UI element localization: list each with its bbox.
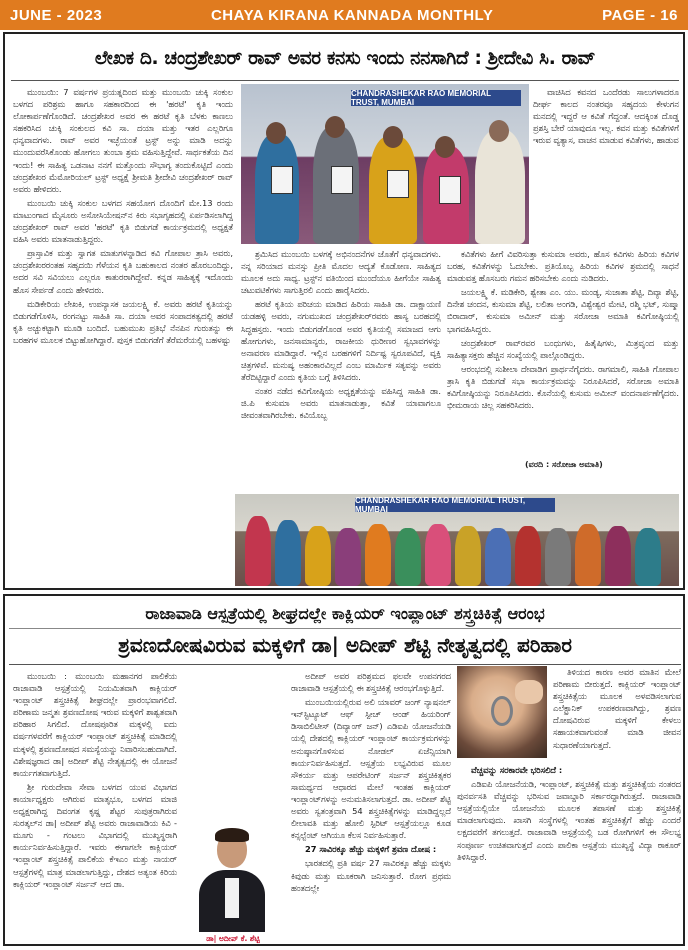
- person-figure: [425, 524, 451, 586]
- publication-title: CHAYA KIRANA KANNADA MONTHLY: [210, 6, 494, 24]
- doctor-photo: [179, 822, 285, 932]
- page-number: PAGE - 16: [602, 6, 678, 24]
- paragraph: ಮುಂಬಯಿ : ಮುಂಬಯಿ ಮಹಾನಗರ ಪಾಲಿಕೆಯ ರಾಜಾವಾಡಿ ಆಸ್ಪತ್ರೆಯಲ್ಲಿ ನಿಯಮಿತವಾಗಿ ಕಾಕ್ಲಿಯರ್ ಇಂಪ್ಲಾಂಟ್ ಶಸ್ತ್ರಚಿಕಿತ್ಸೆ ಶೀಘ್ರದಲ್ಲೇ ಪ್ರಾರಂಭವಾಗಲಿದೆ. ಪರಿಣಾಮ ಜನ್ಮತಃ ಶ್ರವಣದೋಷ ಇರುವ ಮಕ್ಕಳಿಗೆ ಶಾಶ್ವತವಾಗಿ ಪರಿಹಾರ ಸಿಗಲಿದೆ. ದೋಷಪೂರಿತ ಮಕ್ಕಳಲ್ಲಿ ಐದು ವರ್ಷಗಳವರೆಗೆ ಕಾಕ್ಲಿಯರ್ ಇಂಪ್ಲಾಂಟ್ ಶಸ್ತ್ರಚಿಕಿತ್ಸೆ ಮಾಡಿದಲ್ಲಿ ಮಕ್ಕಳಲ್ಲಿ ಶ್ರವಣದೋಷದ ಸಮಸ್ಯೆಯನ್ನು ನಿವಾರಿಸಬಹುದಾಗಿದೆ. ವಿಶೇಷಜ್ಞರಾದ ಡಾ| ಅದೀಪ್ ಶೆಟ್ಟಿ ನೇತೃತ್ವದಲ್ಲಿ ಈ ಯೋಜನೆ ಕಾರ್ಯಗತವಾಗುತ್ತಿದೆ.: [13, 671, 177, 778]
- person-figure: [365, 524, 391, 586]
- article-1-column-1: [13, 86, 233, 586]
- person-head: [266, 122, 286, 144]
- article-1-column-3-top: [533, 86, 679, 242]
- book-cover: [331, 166, 353, 194]
- paragraph: ಅದೀಪ್ ಅವರ ಪರಿಶ್ರಮದ ಫಲವೇ ಉಪನಗರದ ರಾಜಾವಾಡಿ ಆಸ್ಪತ್ರೆಯಲ್ಲಿ ಈ ಶಸ್ತ್ರಚಿಕಿತ್ಸೆ ಆರಂಭಗೊಳ್ಳುತ್ತಿದೆ.: [291, 671, 451, 694]
- person-figure: [455, 526, 481, 586]
- person-figure: [305, 526, 331, 586]
- paragraph: ಎಡಿಐಪಿ ಯೋಜನೆಯಡಿ, ಇಂಪ್ಲಾಂಟ್, ಶಸ್ತ್ರಚಿಕಿತ್ಸೆ ಮತ್ತು ಶಸ್ತ್ರಚಿಕಿತ್ಸೆಯ ನಂತರದ ಪುನರ್ವಸತಿ ವೆಚ್ಚವನ್ನು ಭರಿಸುವ ಜವಾಬ್ದಾರಿ ಸರ್ಕಾರದ್ದಾಗಿರುತ್ತದೆ. ರಾಜಾವಾಡಿ ಆಸ್ಪತ್ರೆಯಲ್ಲಿಯೇ ಯೋಜನೆಯ ಮೂಲಕ ತಪಾಸಣೆ ಮತ್ತು ಶಸ್ತ್ರಚಿಕಿತ್ಸೆ ಮಾಡಲಾಗುವುದು. ಖಾಸಗಿ ಸಂಸ್ಥೆಗಳಲ್ಲಿ ಇಂತಹ ಶಸ್ತ್ರಚಿಕಿತ್ಸೆಗೆ ಹೆಚ್ಚು ಎಂದರೆ ಲಕ್ಷದವರೆಗೆ ತಗಲುತ್ತದೆ. ರಾಜಾವಾಡಿ ಆಸ್ಪತ್ರೆಯಲ್ಲಿ ಬಡ ರೋಗಿಗಳಿಗೆ ಈ ಸೌಲಭ್ಯ ಸಂಪೂರ್ಣ ಉಚಿತವಾಗುತ್ತದೆ ಎಂದು ಪಾಲಿಕಾ ಆಸ್ಪತ್ರೆಯ ಮುಖ್ಯಸ್ಥೆ ವಿದ್ಯಾ ಠಾಕೂರ್ ತಿಳಿಸಿದ್ದಾರೆ.: [457, 779, 681, 862]
- article-2-column-1: [13, 670, 177, 942]
- person-figure: [635, 528, 661, 586]
- doctor-hair: [215, 828, 249, 842]
- person-figure: [545, 528, 571, 586]
- cochlear-implant-photo: [457, 666, 547, 758]
- paragraph: ಮಡಿಕೇರಿಯ ಲೇಖಕಿ, ಉಪನ್ಯಾಸಕ ಜಯಲಕ್ಷ್ಮಿ ಕೆ. ಅವರು ಹರಟೆ ಕೃತಿಯನ್ನು ಬಿಡುಗಡೆಗೊಳಿಸಿ, ರಂಗನಟ್ಟು ಸಾಹಿತಿ ಸಾ. ದಯಾ ಅವರ ಸಂಪಾದಕತ್ವದಲ್ಲಿ ಹರಟೆ ಕೃತಿ ಅಚ್ಚುಕಟ್ಟಾಗಿ ಮೂಡಿ ಬಂದಿದೆ. ಬಹುಮುಖ ಪ್ರತಿಭೆ ನೆನಪಿನ ಗುರುತನ್ನು ಈ ಬರಹಗಳ ಮೂಲಕ ಬಿಟ್ಟುಹೋಗಿದ್ದಾರೆ. ಪುಸ್ತಕ ಬಿಡುಗಡೆಗೆ ತೆರೆಮರೆಯಲ್ಲಿ ಬಹಳಷ್ಟು: [13, 298, 233, 345]
- article-2: [3, 594, 685, 946]
- person-figure: [575, 524, 601, 586]
- article-1: [3, 32, 685, 590]
- page-header: [0, 0, 688, 30]
- divider: [9, 664, 681, 665]
- article-1-headline: ಲೇಖಕ ದಿ. ಚಂದ್ರಶೇಖರ್ ರಾವ್ ಅವರ ಕನಸು ಇಂದು ನನಸಾಗಿದೆ : ಶ್ರೀದೇವಿ ಸಿ. ರಾವ್: [94, 47, 596, 69]
- book-release-photo: [241, 84, 529, 244]
- group-photo: [235, 494, 679, 586]
- person-head: [383, 126, 403, 148]
- paragraph: ಚಂದ್ರಶೇಖರ್ ರಾವ್‌ರವರ ಬಂಧುಗಳು, ಹಿತೈಷಿಗಳು, ಮಿತ್ರವೃಂದ ಮತ್ತು ಸಾಹಿತ್ಯಾಸಕ್ತರು ಹೆಚ್ಚಿನ ಸಂಖ್ಯೆಯಲ್ಲಿ ಪಾಲ್ಗೊಂಡಿದ್ದರು.: [447, 337, 679, 360]
- paragraph: ಜಯಲಕ್ಷ್ಮಿ ಕೆ. ಮಡಿಕೇರಿ, ಶ್ವೇತಾ ಎಂ. ಯು. ಮಂಡ್ಯ, ಸುಜಾತಾ ಶೆಟ್ಟಿ, ದಿವ್ಯಾ ಶೆಟ್ಟಿ, ದಿನೇಶ ಚಂದನ, ಕುಸುಮಾ ಶೆಟ್ಟಿ, ಲಲಿತಾ ಅಂಗಡಿ, ವಿಶ್ವೇಶ್ವರ ಮೇಟಿ, ರಶ್ಮಿ ಭಟ್, ಸುಷ್ಮಾ ಬಿರಾದಾರ್, ಕುಸುಮಾ ಅಮೀನ್ ಮತ್ತು ಸರೋಜಾ ಅಮಾತಿ ಕವಿಗೋಷ್ಠಿಯಲ್ಲಿ ಭಾಗವಹಿಸಿದ್ದರು.: [447, 287, 679, 334]
- ear-implant: [491, 696, 513, 726]
- paragraph: ಮುಂಬಯಿ: 7 ವರ್ಷಗಳ ಪ್ರಯತ್ನದಿಂದ ಮತ್ತು ಮುಂಬಯಿ ಚುಕ್ಕಿ ಸಂಕುಲ ಬಳಗದ ಪರಿಶ್ರಮ ಹಾಗೂ ಸಹಕಾರದಿಂದ ಈ 'ಹರಟೆ' ಕೃತಿ ಇಂದು ಲೋಕಾರ್ಪಣೆಗೊಂಡಿದೆ. ಚಂದ್ರಶೇಖರ ಅವರ ಈ ಹರಟೆ ಕೃತಿ ಬೆಳಕು ಕಾಣಲು ಸಹಕರಿಸಿದ ಚುಕ್ಕಿ ಸಂಕುಲದ ಕವಿ ಸಾ. ದಯಾ ಮತ್ತು ಇತರ ಎಲ್ಲರಿಗೂ ಧನ್ಯವಾದಗಳು. ರಾವ್ ಅವರ ಇಚ್ಛೆಯಂತೆ ಟ್ರಸ್ಟ್ ಅನ್ನು ಮಾಡಿ ಅದನ್ನು ಮುಂದುವರೆಸಿಕೊಂಡು ಹೋಗಲು ತುಂಬಾ ಶ್ರಮ ವಹಿಸುತ್ತಿದ್ದೇವೆ. ಸಾರ್ಥಕತೆಯ ದಿನ ಇಂದು! ಈ ಸಾಹಿತ್ಯ ಒಡನಾಟ ನನಗೆ ಮತ್ತೊಂದು ಸೌಭಾಗ್ಯ ತಂದುಕೊಟ್ಟಿದೆ ಎಂದು ಚಂದ್ರಶೇಖರ ಮೆಮೋರಿಯಲ್ ಟ್ರಸ್ಟ್ ಅಧ್ಯಕ್ಷೆ ಶ್ರೀಮತಿ ಶ್ರೀದೇವಿ ಚಂದ್ರಶೇಖರ್ ರಾವ್ ಅವರು ಹೇಳಿದರು.: [13, 87, 233, 194]
- report-credit: (ವರದಿ : ಸರೋಜಾ ಅಮಾತಿ): [525, 460, 603, 469]
- shirt: [225, 878, 239, 918]
- subheading: ವೆಚ್ಚವನ್ನು ಸರಕಾರವೇ ಭರಿಸಲಿದೆ :: [471, 765, 563, 775]
- paragraph: ವಾಚಿಸಿದ ಕವನದ ಒಂದೆರಡು ಸಾಲುಗಳಾದರೂ ದೀರ್ಘ ಕಾಲದ ನಂತರವೂ ಸಹೃದಯ ಕೇಳುಗನ ಮನದಲ್ಲಿ ಇದ್ದರೆ ಆ ಕವಿತೆ ಗೆದ್ದಂತೆ. ಆದಕ್ಕಿಂತ ದೊಡ್ಡ ಪ್ರಶಸ್ತಿ ಬೇರೆ ಯಾವುದೂ ಇಲ್ಲ. ಕವನ ಮತ್ತು ಕವಿತೆಗಳಿಗೆ ಇರುವ ವ್ಯತ್ಯಾಸ, ವಾಚನ ಮಾಡುವ ಕವಿತೆಗಳು, ಹಾಡುವ: [533, 87, 679, 146]
- book-cover: [271, 166, 293, 194]
- article-2-headline: ಶ್ರವಣದೋಷವಿರುವ ಮಕ್ಕಳಿಗೆ ಡಾ| ಅದೀಪ್ ಶೆಟ್ಟಿ ನೇತೃತ್ವದಲ್ಲಿ ಪರಿಹಾರ: [118, 633, 572, 657]
- hand: [515, 680, 543, 704]
- paragraph: ಹರಟೆ ಕೃತಿಯ ಪರಿಚಯ ಮಾಡಿದ ಹಿರಿಯ ಸಾಹಿತಿ ಡಾ. ದಾಕ್ಷಾಯಣಿ ಯಡಹಳ್ಳಿ ಅವರು, ನಗುಮುಖದ ಚಂದ್ರಶೇಖರ್‌ರವರು ಹಾಸ್ಯ ಬರಹದಲ್ಲಿ ಸಿದ್ಧಹಸ್ತರು. ಇಂದು ಬಿಡುಗಡೆಗೊಂಡ ಅವರ ಕೃತಿಯಲ್ಲಿ ಸಮಾಜದ ಆಗು ಹೋಗುಗಳು, ಜನಸಾಮಾನ್ಯರು, ರಾಜಕೀಯ ಧುರೀಣರ ಸ್ವಭಾವಗಳನ್ನು ಅನಾವರಣ ಮಾಡಿದ್ದಾರೆ. ಇಲ್ಲಿನ ಬರಹಗಳಿಗೆ ನಿರ್ದಿಷ್ಟ ಸ್ವರೂಪವಿದೆ, ವ್ಯಕ್ತಿ ಚಿತ್ರಗಳಿವೆ. ಮನುಷ್ಯ ಅಹಂಕಾರವಿಲ್ಲದೆ ಎಂಬ ಮಾರ್ಮಿಕ ಸತ್ಯವನ್ನು ಅವರು ತೆರೆದಿಟ್ಟಿದ್ದಾರೆ ಎಂದು ಕೃತಿಯ ಬಗ್ಗೆ ತಿಳಿಸಿದರು.: [241, 299, 441, 382]
- article-2-column-3-top: [553, 666, 681, 762]
- event-banner: CHANDRASHEKAR RAO MEMORIAL TRUST, MUMBAI: [355, 498, 555, 512]
- paragraph: ಕವಿತೆಗಳು ಹೀಗೆ ವಿವರಿಸುತ್ತಾ ಕುಸುಮಾ ಅವರು, ಹೊಸ ಕವಿಗಳು ಹಿರಿಯ ಕವಿಗಳ ಬರಹ, ಕವಿತೆಗಳನ್ನು ಓದಬೇಕು. ಪ್ರತಿಯೊಬ್ಬ ಹಿರಿಯ ಕವಿಗಳ ಶ್ರಮದಲ್ಲಿ ಸಾಧನೆ ಮಾಡುವತ್ತ ಹೊಸಬರು ಗಮನ ಹರಿಸಬೇಕು ಎಂದು ನುಡಿದರು.: [447, 249, 679, 284]
- person-figure: [395, 528, 421, 586]
- paragraph: ಶ್ರೀ ಗುರುದೇವಾ ಸೇವಾ ಬಳಗದ ಯುವ ವಿಭಾಗದ ಕಾರ್ಯಾಧ್ಯಕ್ಷರು ಆಗಿರುವ ಮಾತೃಭೂ, ಬಳಗದ ಮಾಜಿ ಅಧ್ಯಕ್ಷರಾಗಿದ್ದ ದಿವಂಗತ ಕೃಷ್ಣ ಶೆಟ್ಟರ ಸುಪುತ್ರರಾಗಿರುವ ಸುರತ್ಕಲ್‌ನ ಡಾ| ಅದೀಪ್ ಶೆಟ್ಟಿ ಅವರು ರಾಜಾವಾಡಿಯ ಕಿವಿ - ಮೂಗು - ಗಂಟಲು ವಿಭಾಗದಲ್ಲಿ ಮುಖ್ಯಸ್ಥರಾಗಿ ಕಾರ್ಯನಿರ್ವಹಿಸುತ್ತಿದ್ದಾರೆ. ಇವರು ಈಗಾಗಲೇ ಕಾಕ್ಲಿಯರ್ ಇಂಪ್ಲಾಂಟ್ ಶಸ್ತ್ರಚಿಕಿತ್ಸೆ ಪಾಲಿಕೆಯ ಕೆಇಎಂ ಮತ್ತು ನಾಯರ್ ಆಸ್ಪತ್ರೆಗಳಲ್ಲಿ ಮಾತ್ರ ಮಾಡಲಾಗುತ್ತಿದ್ದು, ದೇಶದ ಅತ್ಯಂತ ಕಿರಿಯ ಕಾಕ್ಲಿಯರ್ ಇಂಪ್ಲಾಂಟ್ ಸರ್ಜನ್ ಆದ ಡಾ.: [13, 781, 177, 889]
- paragraph: ಮುಂಬಯಿಯಲ್ಲಿರುವ ಅಲಿ ಯಾವರ್ ಜಂಗ್ ನ್ಯಾಷನಲ್ ಇನ್‌ಸ್ಟಿಟ್ಯೂಟ್ ಆಫ್ ಸ್ಪೀಚ್ ಆಂಡ್ ಹಿಯರಿಂಗ್ ಡಿಸಾಬಿಲಿಟೀಸ್ (ದಿವ್ಯಾಂಗ್ ಜನ್) ಎಡಿಐಪಿ ಯೋಜನೆಯಡಿ ಯಲ್ಲಿ ದೇಶದಲ್ಲಿ ಕಾಕ್ಲಿಯರ್ ಇಂಪ್ಲಾಂಟ್ ಕಾರ್ಯಕ್ರಮಗಳನ್ನು ಅನುಷ್ಠಾನಗೊಳಿಸುವ ನೋಡಲ್ ಏಜೆನ್ಸಿಯಾಗಿ ಕಾರ್ಯನಿರ್ವಹಿಸುತ್ತದೆ. ಆಸ್ಪತ್ರೆಯ ಲಭ್ಯವಿರುವ ಮೂಲ ಸೌಕರ್ಯ ಮತ್ತು ಆಪರೇಟಿಂಗ್ ಸರ್ಜನ್ ಶಸ್ತ್ರಚಿಕಿತ್ಸಕರ ಸಾಮರ್ಥ್ಯದ ಆಧಾರದ ಮೇಲೆ ಇಂತಹ ಕಾಕ್ಲಿಯರ್ ಇಂಪ್ಲಾಂಟ್‌ಗಳನ್ನು ಅನುಮತಿಸಲಾಗುತ್ತದೆ. ಡಾ. ಅದೀಪ್ ಶೆಟ್ಟಿ ಅವರು ಸ್ವತಂತ್ರವಾಗಿ 54 ಶಸ್ತ್ರಚಿಕಿತ್ಸೆಗಳನ್ನು ಮಾಡಿದ್ದಲ್ಲದೆ ಲೀಲಾವತಿ ಮತ್ತು ಹೋಲಿ ಸ್ಪಿರಿಟ್ ಆಸ್ಪತ್ರೆಯಲ್ಲೂ ಕೂಡ ಕನ್ಸಲ್ಟೆಂಟ್ ಆಗಿಯೂ ಕೆಲಸ ನಿರ್ವಹಿಸುತ್ತಾರೆ.: [291, 697, 451, 841]
- person-figure: [485, 528, 511, 586]
- article-1-column-2: [241, 248, 441, 488]
- paragraph: ಭಾರತದಲ್ಲಿ ಪ್ರತಿ ವರ್ಷ 27 ಸಾವಿರಕ್ಕೂ ಹೆಚ್ಚು ಮಕ್ಕಳು ಕಿವುಡು ಮತ್ತು ಮೂಕರಾಗಿ ಜನಿಸುತ್ತಾರೆ. ರೋಗ ಪ್ರಥಮ ಹಂತದಲ್ಲೇ: [291, 858, 451, 893]
- person-head: [435, 136, 455, 158]
- paragraph: ನಂತರ ನಡೆದ ಕವಿಗೋಷ್ಠಿಯ ಅಧ್ಯಕ್ಷತೆಯನ್ನು ವಹಿಸಿದ್ದ ಸಾಹಿತಿ ಡಾ. ಜಿ.ಪಿ ಕುಸುಮಾ ಅವರು ಮಾತನಾಡುತ್ತಾ, ಕವಿತೆ ಯಾವಾಗಲೂ ಜೀವಂತವಾಗಿರಬೇಕು. ಕವಿಯೊಬ್ಬ: [241, 386, 441, 421]
- person-figure: [275, 520, 301, 586]
- person-figure: [515, 526, 541, 586]
- person-head: [325, 116, 345, 138]
- book-cover: [439, 176, 461, 204]
- article-2-column-2: [291, 670, 451, 942]
- paragraph: ತಿಳಿಯದ ಕಾರಣ ಅವರ ಮಾತಿನ ಮೇಲೆ ಪರಿಣಾಮ ಬೀರುತ್ತದೆ. ಕಾಕ್ಲಿಯರ್ ಇಂಪ್ಲಾಂಟ್ ಶಸ್ತ್ರಚಿಕಿತ್ಸೆಯ ಮೂಲಕ ಅಳವಡಿಸಲಾಗುವ ಎಲೆಕ್ಟ್ರಾನಿಕ್ ಉಪಕರಣವಾಗಿದ್ದು, ಶ್ರವಣ ದೋಷವಿರುವ ಮಕ್ಕಳಿಗೆ ಕೇಳಲು ಸಹಾಯಕವಾಗುವಂತೆ ಮಾಡಿ ಜೀವನ ಸುಧಾರಣೆಯಾಗುತ್ತದೆ.: [553, 667, 681, 750]
- person-figure: [245, 516, 271, 586]
- divider: [11, 80, 679, 81]
- doctor-caption: ಡಾ| ಅದೀಪ್ ಕೆ. ಶೆಟ್ಟಿ: [206, 934, 260, 943]
- event-banner: CHANDRASHEKAR RAO MEMORIAL TRUST, MUMBAI: [351, 90, 521, 106]
- article-2-kicker: ರಾಜಾವಾಡಿ ಆಸ್ಪತ್ರೆಯಲ್ಲಿ ಶೀಘ್ರದಲ್ಲೇ ಕಾಕ್ಲಿಯರ್ ಇಂಪ್ಲಾಂಟ್ ಶಸ್ತ್ರಚಿಕಿತ್ಸೆ ಆರಂಭ: [145, 604, 545, 623]
- person-figure: [605, 526, 631, 586]
- subheading: 27 ಸಾವಿರಕ್ಕೂ ಹೆಚ್ಚು ಮಕ್ಕಳಿಗೆ ಶ್ರವಣ ದೋಷ :: [305, 844, 437, 855]
- article-2-column-3: [457, 764, 681, 942]
- person-figure: [475, 130, 525, 244]
- issue-date: JUNE - 2023: [10, 6, 103, 24]
- person-figure: [335, 528, 361, 586]
- paragraph: ಪ್ರಾಸ್ತಾವಿಕ ಮತ್ತು ಸ್ವಾಗತ ಮಾತುಗಳನ್ನಾಡಿದ ಕವಿ ಗೋಪಾಲ ತ್ರಾಸಿ ಅವರು, ಚಂದ್ರಶೇಖರರಂತಹ ಸಹೃದಯಿ ಗೆಳೆಯನ ಕೃತಿ ಬಹುಕಾಲದ ನಂತರ ಹೊರಬಂದಿದ್ದು, ಅದರ ಸವಿ ಸವಿಯಲು ಎಲ್ಲರೂ ಕಾತುರರಾಗಿದ್ದೇವೆ. ಕನ್ನಡ ಸಾಹಿತ್ಯಕ್ಕೆ ಇದೊಂದು ಹೊಸ ಸೇರ್ಪಡೆ ಎಂದು ಹೇಳಿದರು.: [13, 248, 233, 295]
- paragraph: ಶ್ರಮಿಸಿದ ಮುಂಬಯಿ ಬಳಗಕ್ಕೆ ಅಭಿನಂದನೆಗಳ ಜೊತೆಗೆ ಧನ್ಯವಾದಗಳು. ನನ್ನ ಸರಿಯಾದ ಮನಸ್ಸು ಪ್ರೀತಿ ಮೊದಲ ಆದ್ಯತೆ ಕೊಡೋಣ. ಸಾಹಿತ್ಯದ ಮೂಲಕ ಅದು ಸಾಧ್ಯ. ಟ್ರಸ್ಟ್‌ನ ವತಿಯಿಂದ ಮುಂದೆಯೂ ಹೀಗೆಯೇ ಸಾಹಿತ್ಯ ಚಟುವಟಿಕೆಗಳು ಸಾಗುತ್ತಿರಲಿ ಎಂದು ಹಾರೈಸಿದರು.: [241, 249, 441, 296]
- article-1-column-3: [447, 248, 679, 456]
- person-head: [489, 120, 509, 142]
- paragraph: ಮುಂಬಯಿ ಚುಕ್ಕಿ ಸಂಕುಲ ಬಳಗದ ಸಹಯೋಗ ದೊಂದಿಗೆ ಮೇ.13 ರಂದು ಮಾಟುಂಗಾದ ಮೈಸೂರು ಅಸೋಸಿಯೇಷನ್‌ನ ಕಿರು ಸಭಾಗೃಹದಲ್ಲಿ ಏರ್ಪಡಿಸಲಾಗಿದ್ದ ಚಂದ್ರಶೇಖರ್ ರಾವ್ ಅವರ 'ಹರಟೆ' ಕೃತಿ ಬಿಡುಗಡೆ ಕಾರ್ಯಕ್ರಮದಲ್ಲಿ ಅಧ್ಯಕ್ಷತೆ ವಹಿಸಿ ಅವರು ಮಾತನಾಡುತ್ತಿದ್ದರು.: [13, 197, 233, 245]
- paragraph: ಆರಂಭದಲ್ಲಿ ಸುಶೀಲಾ ದೇವಾಡಿಗ ಪ್ರಾರ್ಥನೆಗೈದರು. ರಾಗಮಾಲಿ, ಸಾಹಿತಿ ಗೋಪಾಲ ತ್ರಾಸಿ ಕೃತಿ ಬಿಡುಗಡೆ ಸಭಾ ಕಾರ್ಯಕ್ರಮವನ್ನು ನಿರೂಪಿಸಿದರೆ, ಸರೋಜಾ ಅಮಾತಿ ಕವಿಗೋಷ್ಠಿಯನ್ನು ನಿರೂಪಿಸಿದರು. ಕೊನೆಯಲ್ಲಿ ಕುಸುಮ ಅಮೀನ್ ವಂದನಾರ್ಪಣೆಗೈದರು. ಭೀಮರಾಯ ಚಿಲ್ಲ ಸಹಕರಿಸಿದರು.: [447, 363, 679, 411]
- book-cover: [387, 170, 409, 198]
